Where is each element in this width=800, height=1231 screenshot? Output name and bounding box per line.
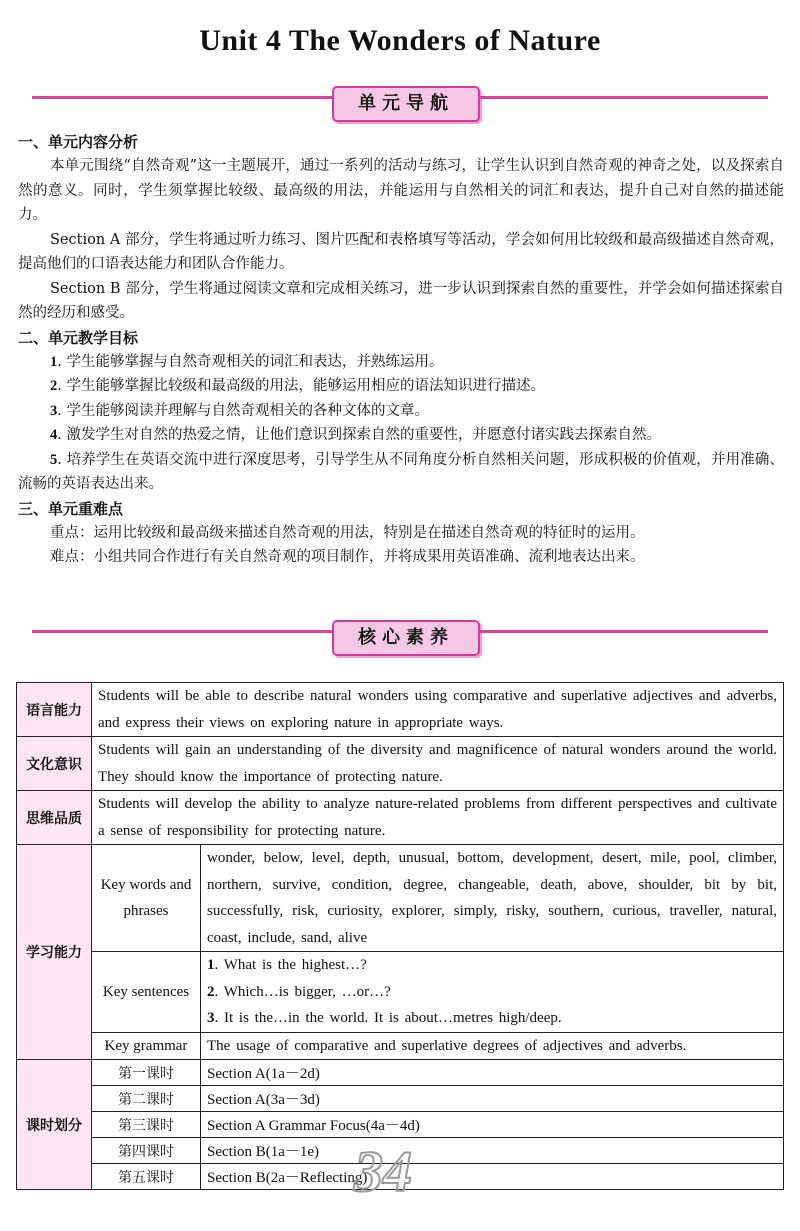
period-content-cell: Section A(1a－2d)	[201, 1060, 784, 1086]
subcategory-cell: Key grammar	[92, 1032, 201, 1060]
goal-item: 1. 学生能够掌握与自然奇观相关的词汇和表达，并熟练运用。	[50, 353, 444, 370]
banner-unit-navigation	[32, 86, 768, 122]
table-row	[17, 791, 784, 845]
category-cell: 学习能力	[17, 845, 92, 1060]
description-cell: Students will develop the ability to analyze nature-related problems from different perspectives and cultivate a sense of responsibility for protecting nature.	[92, 791, 784, 845]
sentence-item: 1. What is the highest…?	[207, 957, 367, 973]
period-content-cell: Section B(2a－Reflecting)	[201, 1164, 784, 1190]
table-row	[17, 737, 784, 791]
key-grammar-cell: The usage of comparative and superlative degrees of adjectives and adverbs.	[201, 1032, 784, 1060]
period-content-cell: Section B(1a－1e)	[201, 1138, 784, 1164]
category-cell: 文化意识	[17, 737, 92, 791]
paragraph: 本单元围绕“自然奇观”这一主题展开，通过一系列的活动与练习，让学生认识到自然奇观的神奇之处，以及探索自然的意义。同时，学生须掌握比较级、最高级的用法，并能运用与自然相关的词汇和表达，提升自己对自然的描述能力。	[18, 158, 784, 223]
period-cell: 第一课时	[92, 1060, 201, 1086]
key-words-cell: wonder, below, level, depth, unusual, bottom, development, desert, mile, pool, climber, northern, survive, condition, degree, changeable, death, above, shoulder, bit by bit, successfully, risk, curiosity, explorer, simply, risky, southern, curious, traveller, natural, coast, include, sand, alive	[201, 845, 784, 952]
paragraph: Section A 部分，学生将通过听力练习、图片匹配和表格填写等活动，学会如何用比较级和最高级描述自然奇观，提高他们的口语表达能力和团队合作能力。	[18, 231, 784, 272]
table-row	[17, 845, 784, 952]
period-cell: 第四课时	[92, 1138, 201, 1164]
banner-divider-left	[32, 96, 337, 99]
table-row	[17, 952, 784, 1033]
section-heading: 一、单元内容分析	[18, 133, 139, 151]
banner-label: 核心素养	[332, 620, 480, 656]
category-cell: 课时划分	[17, 1060, 92, 1190]
category-cell: 语言能力	[17, 683, 92, 737]
page-number: 34	[354, 1139, 412, 1204]
category-cell: 思维品质	[17, 791, 92, 845]
section-heading: 二、单元教学目标	[18, 328, 139, 347]
period-cell: 第二课时	[92, 1086, 201, 1112]
banner-divider-right	[478, 630, 768, 633]
subcategory-cell: Key sentences	[92, 952, 201, 1033]
difficult-point: 难点：小组共同合作进行有关自然奇观的项目制作，并将成果用英语准确、流利地表达出来。	[50, 549, 645, 565]
section-heading: 三、单元重难点	[18, 499, 124, 518]
table-row	[17, 683, 784, 737]
banner-divider-right	[478, 96, 768, 99]
period-cell: 第三课时	[92, 1112, 201, 1138]
period-cell: 第五课时	[92, 1164, 201, 1190]
description-cell: Students will be able to describe natural wonders using comparative and superlative adjectives and adverbs, and express their views on exploring nature in appropriate ways.	[92, 683, 784, 737]
goal-item: 4. 激发学生对自然的热爱之情，让他们意识到探索自然的重要性，并愿意付诸实践去探索自然。	[50, 427, 661, 443]
key-point: 重点：运用比较级和最高级来描述自然奇观的用法，特别是在描述自然奇观的特征时的运用。	[50, 524, 645, 541]
unit-navigation-content	[18, 130, 784, 570]
table-row	[17, 1112, 784, 1138]
core-competencies-table	[16, 682, 784, 1190]
banner-label: 单元导航	[332, 86, 480, 122]
sentence-item: 2. Which…is bigger, …or…?	[207, 983, 391, 1000]
table-row	[17, 1060, 784, 1086]
banner-core-competencies	[32, 620, 768, 656]
page-title: Unit 4 The Wonders of Nature	[199, 24, 601, 57]
banner-divider-left	[32, 630, 337, 633]
goal-item: 3. 学生能够阅读并理解与自然奇观相关的各种文体的文章。	[50, 402, 429, 419]
subcategory-cell: Key words and phrases	[92, 845, 201, 952]
sentence-item: 3. It is the…in the world. It is about…metres high/deep.	[207, 1010, 562, 1026]
key-sentences-cell	[201, 952, 784, 1033]
period-content-cell: Section A(3a－3d)	[201, 1086, 784, 1112]
description-cell: Students will gain an understanding of the diversity and magnificence of natural wonders around the world. They should know the importance of protecting nature.	[92, 737, 784, 791]
table-row	[17, 1032, 784, 1060]
goal-item: 5. 培养学生在英语交流中进行深度思考，引导学生从不同角度分析自然相关问题，形成积极的价值观，并用准确、流畅的英语表达出来。	[18, 451, 784, 492]
paragraph: Section B 部分，学生将通过阅读文章和完成相关练习，进一步认识到探索自然的重要性，并学会如何描述探索自然的经历和感受。	[18, 280, 784, 321]
period-content-cell: Section A Grammar Focus(4a－4d)	[201, 1112, 784, 1138]
goal-item: 2. 学生能够掌握比较级和最高级的用法，能够运用相应的语法知识进行描述。	[50, 378, 545, 394]
table-row	[17, 1086, 784, 1112]
